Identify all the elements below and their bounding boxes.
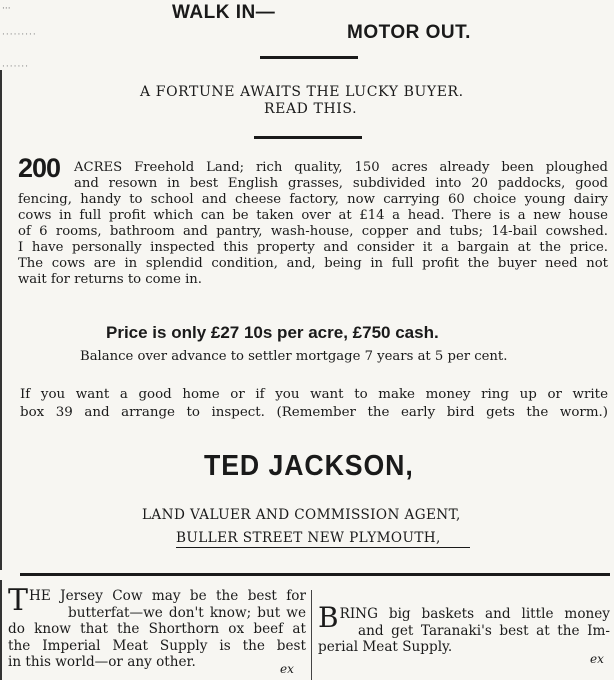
left-ad-dropcap: T [8,583,29,618]
listing-first-line: ACRES Freehold Land; rich quality, 150 acres already been ploughed [74,160,608,175]
subhead-line2: READ THIS. [264,101,358,117]
listing-line: cows in full profit which can be taken over at £14 a head. There is a new house [18,208,608,223]
agent-name: TED JACKSON, [204,450,414,482]
listing-paragraph [18,160,608,288]
listing-line: wait for returns to come in. [18,272,202,287]
right-ad-line: perial Meat Supply. [318,639,453,655]
margin-mark: ······· [2,62,30,72]
contact-line1: If you want a good home or if you want to make money ring up or write [20,387,608,402]
listing-line: fencing, handy to school and cheese factory, now carrying 60 choice young dairy [18,192,608,207]
right-ad-first-line: RING big baskets and little money [339,606,610,622]
agent-title: LAND VALUER AND COMMISSION AGENT, [142,507,461,523]
subhead-line1: A FORTUNE AWAITS THE LUCKY BUYER. [140,84,464,100]
margin-mark: ··· [2,4,11,14]
left-ad-first-line: HE Jersey Cow may be the best for [29,588,306,604]
left-ad-line: in this world—or any other. [8,654,196,670]
headline-walk-in: WALK IN— [172,2,276,23]
listing-second-line: and resown in best English grasses, subdivided into 20 paddocks, good [74,176,608,191]
left-ad-line: the Imperial Meat Supply is the best [8,637,306,654]
margin-mark: ········· [2,30,37,40]
subhead-rule [254,136,362,139]
right-ad-line: and get Taranaki's best at the Im- [358,622,610,639]
right-ad-signature: ex [590,652,604,666]
listing-line: of 6 rooms, bathroom and pantry, wash-house, copper and tubs; 14-bail cowshed. [18,224,608,239]
left-column-rule [0,70,2,570]
price-headline: Price is only £27 10s per acre, £750 cash. [106,323,439,342]
contact-line2: box 39 and arrange to inspect. (Remember the early bird gets the worm.) [20,405,608,420]
listing-line: The cows are in splendid condition, and, being in full profit the buyer need not [18,256,608,271]
left-ad [8,583,306,671]
bottom-column-rule [311,590,312,680]
left-ad-line: butterfat—we don't know; but we [68,604,306,621]
price-balance: Balance over advance to settler mortgage 7 years at 5 per cent. [80,349,508,364]
section-divider [20,573,610,576]
bottom-left-rule [0,580,2,680]
listing-line: I have personally inspected this property and consider it a bargain at the price. [18,240,608,255]
contact-paragraph [20,386,608,422]
right-ad-dropcap: B [318,601,339,634]
left-ad-line: do know that the Shorthorn ox beef at [8,621,306,637]
headline-motor-out: MOTOR OUT. [347,22,471,43]
headline-rule [260,56,358,59]
agent-address-underline [176,547,470,548]
listing-lead-number: 200 [18,153,61,183]
agent-address: BULLER STREET NEW PLYMOUTH, [176,530,441,546]
right-ad [318,601,610,656]
left-ad-signature: ex [280,662,294,676]
